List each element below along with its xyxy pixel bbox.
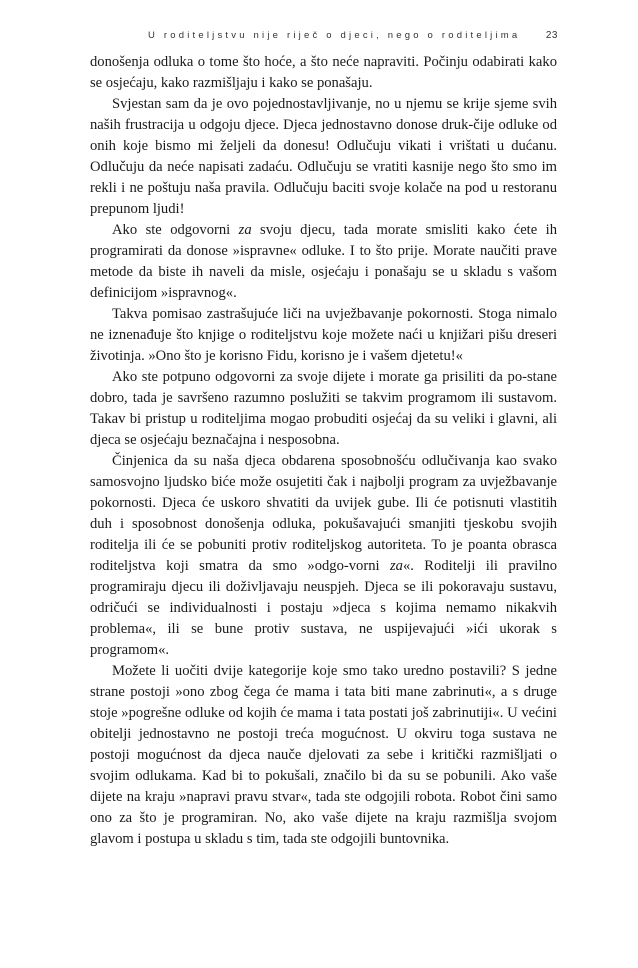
paragraph-text: «. Roditelji ili pravilno programiraju djecu ili doživljavaju neuspjeh. Djeca se ili pokoravaju sustavu, odričući se individualnosti i postaju »djeca s kojima nemamo nikakvih problema«, ili se bune protiv sustava, ne uspijevajući »ići ukorak s programom«. (90, 558, 557, 658)
paragraph-text: Takva pomisao zastrašujuće liči na uvježbavanje pokornosti. Stoga nimalo ne iznenađuje što knjige o roditeljstvu koje možete naći u knjižari pišu dreseri životinja. »Ono što je korisno Fidu, korisno je i vašem djetetu!« (90, 306, 557, 364)
body-text (90, 52, 557, 850)
emphasis-text: za (238, 222, 252, 238)
paragraph (90, 451, 557, 661)
paragraph (90, 220, 557, 304)
paragraph (90, 94, 557, 220)
paragraph-text: Ako ste potpuno odgovorni za svoje dijete i morate ga prisiliti da po-stane dobro, tada je savršeno razumno poslužiti se takvim programom ili sustavom. Takav bi pristup u roditeljima mogao probuditi osjećaj da su veliki i glavni, ali djeca se osjećaju beznačajna i nesposobna. (90, 369, 557, 448)
paragraph-text: svoju djecu, tada morate smisliti kako ćete ih programirati da donose »ispravne« odluke. I to što prije. Morate naučiti prave metode da biste ih naveli da misle, osjećaju i ponašaju se u skladu s vašom definicijom »ispravnog«. (90, 222, 557, 301)
paragraph-text: Ako ste odgovorni (112, 222, 239, 238)
emphasis-text: za (389, 558, 403, 574)
running-title: U roditeljstvu nije riječ o djeci, nego o roditeljima (148, 30, 521, 41)
running-header (88, 30, 558, 46)
paragraph-text: Možete li uočiti dvije kategorije koje smo tako uredno postavili? S jedne strane postoji »ono zbog čega će mama i tata biti mane zabrinuti«, a s druge stoje »pogrešne odluke od kojih će mama i tata postati još zabrinutiji«. U većini obitelji jednostavno ne postoji treća mogućnost. U okviru toga sustava ne postoji mogućnost da djeca nauče djelovati za sebe i kritički razmišljati o svojim odlukama. Kad bi to pokušali, značilo bi da su se pobunili. Ako vaše dijete na kraju »napravi pravu stvar«, tada ste odgojili robota. Robot čini samo ono za što je programiran. No, ako vaše dijete na kraju razmišlja svojom glavom i postupa u skladu s tim, tada ste odgojili buntovnika. (90, 663, 557, 847)
paragraph (90, 367, 557, 451)
paragraph (90, 52, 557, 94)
paragraph (90, 304, 557, 367)
paragraph-text: Činjenica da su naša djeca obdarena sposobnošću odlučivanja kao svako samosvojno ljudsko biće može osujetiti čak i najbolji program za uvježbavanje pokornosti. Djeca će uskoro shvatiti da uvijek gube. Ili će potisnuti vlastitih duh i sposobnost donošenja odluka, pokušavajući smanjiti tjeskobu svojih roditelja ili će se pobuniti protiv roditeljskog autoriteta. To je poanta obrasca roditeljstva koji smatra da smo »odgo-vorni (90, 453, 557, 574)
page-number: 23 (545, 30, 558, 41)
paragraph-text: Svjestan sam da je ovo pojednostavljivanje, no u njemu se krije sjeme svih naših frustracija u odgoju djece. Djeca jednostavno donose druk-čije odluke od onih koje bismo mi željeli da donesu! Odlučuju vikati i vrištati u dućanu. Odlučuju da neće napisati zadaću. Odlučuju se vratiti kasnije nego što smo im rekli i ne poštuju naša pravila. Odlučuju baciti svoje kolače na pod u restoranu prepunom ljudi! (90, 96, 557, 217)
paragraph (90, 661, 557, 850)
paragraph-text: donošenja odluka o tome što hoće, a što neće napraviti. Počinju odabirati kako se osjećaju, kako razmišljaju i kako se ponašaju. (90, 54, 557, 91)
